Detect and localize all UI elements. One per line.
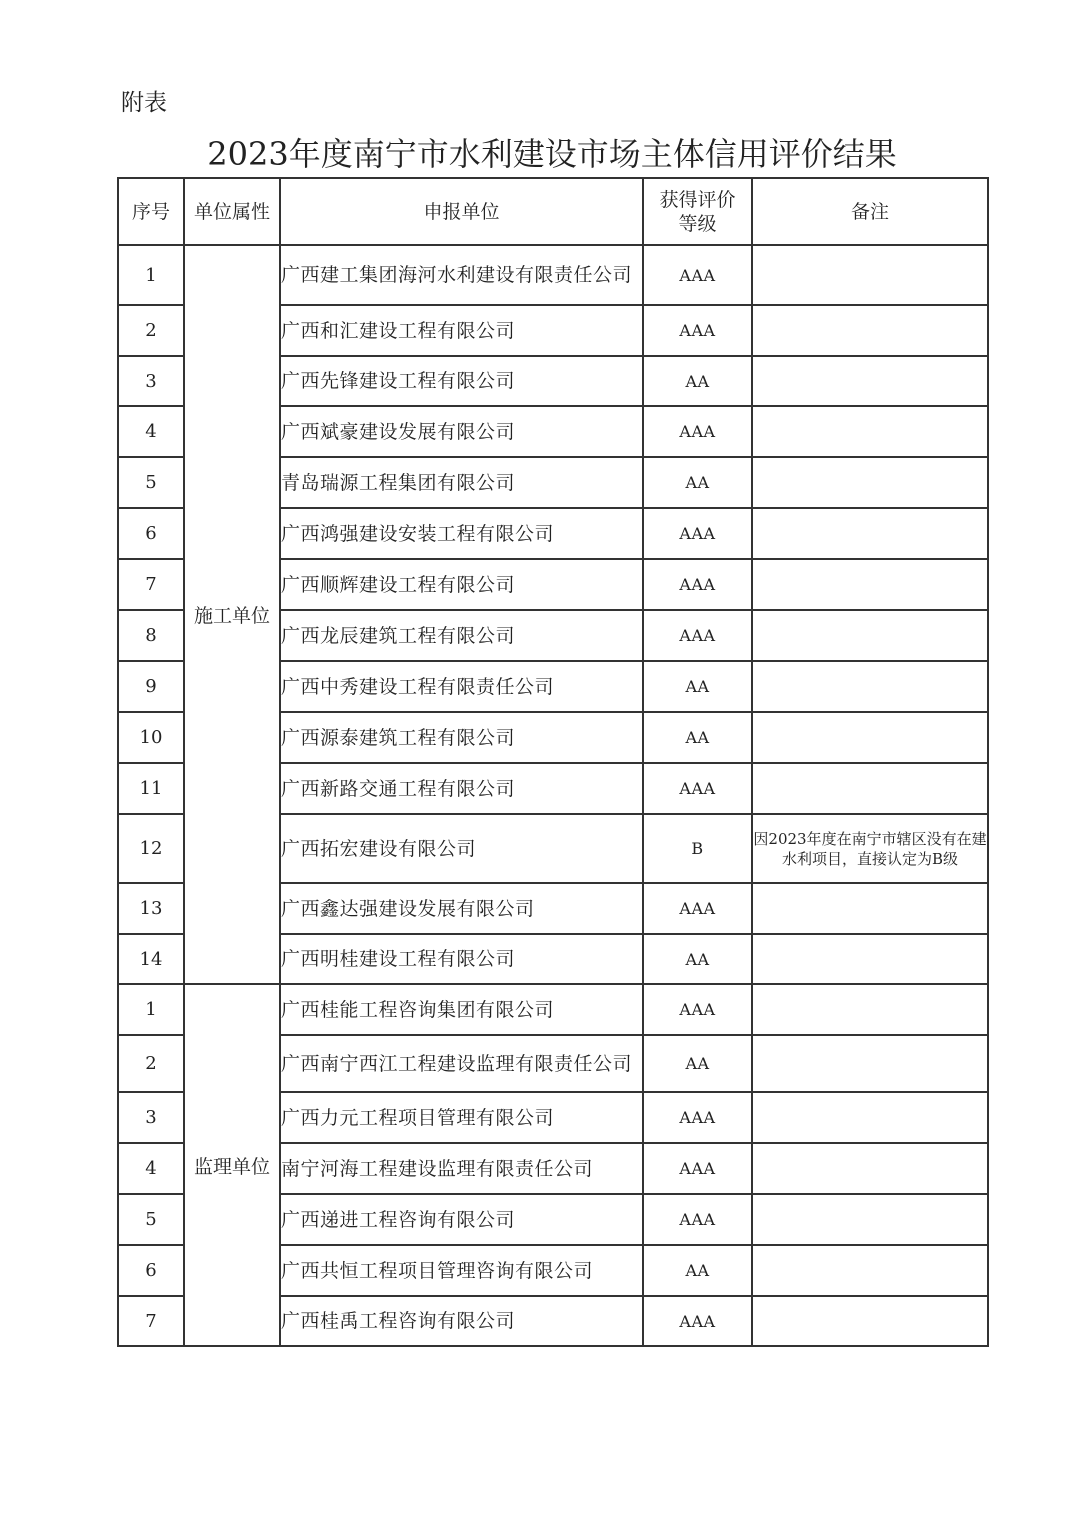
seq-cell: 6 [118, 1245, 184, 1296]
seq-cell: 7 [118, 559, 184, 610]
unit-cell: 广西桂禹工程咨询有限公司 [280, 1296, 643, 1346]
unit-cell: 广西新路交通工程有限公司 [280, 763, 643, 814]
note-cell [752, 305, 988, 356]
grade-cell: AA [643, 457, 752, 508]
table-row [118, 984, 988, 1035]
note-cell [752, 712, 988, 763]
unit-cell: 广西共恒工程项目管理咨询有限公司 [280, 1245, 643, 1296]
header-seq: 序号 [118, 178, 184, 245]
note-cell [752, 1143, 988, 1194]
unit-cell: 青岛瑞源工程集团有限公司 [280, 457, 643, 508]
grade-cell: B [643, 814, 752, 883]
grade-cell: AAA [643, 508, 752, 559]
header-grade-line2: 等级 [678, 212, 717, 235]
unit-cell: 广西鸿强建设安装工程有限公司 [280, 508, 643, 559]
grade-cell: AAA [643, 1194, 752, 1245]
note-cell [752, 763, 988, 814]
note-cell [752, 984, 988, 1035]
grade-cell: AAA [643, 883, 752, 934]
seq-cell: 4 [118, 406, 184, 457]
unit-cell: 广西顺辉建设工程有限公司 [280, 559, 643, 610]
unit-cell: 广西明桂建设工程有限公司 [280, 934, 643, 984]
seq-cell: 3 [118, 356, 184, 406]
note-cell [752, 661, 988, 712]
seq-cell: 3 [118, 1092, 184, 1143]
grade-cell: AAA [643, 305, 752, 356]
grade-cell: AA [643, 1245, 752, 1296]
unit-cell: 广西鑫达强建设发展有限公司 [280, 883, 643, 934]
header-note: 备注 [752, 178, 988, 245]
grade-cell: AAA [643, 559, 752, 610]
unit-cell: 广西源泰建筑工程有限公司 [280, 712, 643, 763]
seq-cell: 4 [118, 1143, 184, 1194]
unit-cell: 广西先锋建设工程有限公司 [280, 356, 643, 406]
grade-cell: AA [643, 356, 752, 406]
seq-cell: 12 [118, 814, 184, 883]
note-cell [752, 1092, 988, 1143]
grade-cell: AAA [643, 610, 752, 661]
grade-cell: AAA [643, 1143, 752, 1194]
note-cell [752, 245, 988, 305]
unit-cell: 南宁河海工程建设监理有限责任公司 [280, 1143, 643, 1194]
table-row [118, 245, 988, 305]
unit-cell: 广西力元工程项目管理有限公司 [280, 1092, 643, 1143]
grade-cell: AA [643, 712, 752, 763]
grade-cell: AA [643, 661, 752, 712]
credit-evaluation-table [117, 177, 989, 1347]
seq-cell: 6 [118, 508, 184, 559]
grade-cell: AAA [643, 245, 752, 305]
grade-cell: AAA [643, 1296, 752, 1346]
seq-cell: 1 [118, 245, 184, 305]
grade-cell: AAA [643, 984, 752, 1035]
unit-cell: 广西递进工程咨询有限公司 [280, 1194, 643, 1245]
seq-cell: 5 [118, 457, 184, 508]
note-cell: 因2023年度在南宁市辖区没有在建水利项目，直接认定为B级 [752, 814, 988, 883]
unit-cell: 广西拓宏建设有限公司 [280, 814, 643, 883]
note-cell [752, 1035, 988, 1092]
note-cell [752, 356, 988, 406]
grade-cell: AAA [643, 763, 752, 814]
note-cell [752, 883, 988, 934]
category-construction: 施工单位 [184, 245, 280, 984]
seq-cell: 14 [118, 934, 184, 984]
seq-cell: 11 [118, 763, 184, 814]
seq-cell: 8 [118, 610, 184, 661]
page-title: 2023年度南宁市水利建设市场主体信用评价结果 [207, 135, 897, 173]
unit-cell: 广西中秀建设工程有限责任公司 [280, 661, 643, 712]
grade-cell: AA [643, 934, 752, 984]
unit-cell: 广西斌豪建设发展有限公司 [280, 406, 643, 457]
unit-cell: 广西和汇建设工程有限公司 [280, 305, 643, 356]
note-cell [752, 559, 988, 610]
category-supervision: 监理单位 [184, 984, 280, 1346]
header-grade-line1: 获得评价 [659, 188, 736, 211]
table-header-row [118, 178, 988, 245]
seq-cell: 2 [118, 305, 184, 356]
grade-cell: AA [643, 1035, 752, 1092]
unit-cell: 广西建工集团海河水利建设有限责任公司 [280, 245, 643, 305]
header-grade [643, 178, 752, 245]
construction-group [118, 245, 988, 984]
supervision-group [118, 984, 988, 1346]
seq-cell: 5 [118, 1194, 184, 1245]
attachment-label: 附表 [121, 90, 167, 116]
header-category: 单位属性 [184, 178, 280, 245]
note-cell [752, 934, 988, 984]
grade-cell: AAA [643, 1092, 752, 1143]
unit-cell: 广西南宁西江工程建设监理有限责任公司 [280, 1035, 643, 1092]
note-cell [752, 457, 988, 508]
note-cell [752, 406, 988, 457]
note-cell [752, 508, 988, 559]
note-cell [752, 1194, 988, 1245]
seq-cell: 2 [118, 1035, 184, 1092]
unit-cell: 广西龙辰建筑工程有限公司 [280, 610, 643, 661]
header-unit: 申报单位 [280, 178, 643, 245]
seq-cell: 9 [118, 661, 184, 712]
seq-cell: 7 [118, 1296, 184, 1346]
seq-cell: 1 [118, 984, 184, 1035]
unit-cell: 广西桂能工程咨询集团有限公司 [280, 984, 643, 1035]
note-cell [752, 1245, 988, 1296]
note-cell [752, 1296, 988, 1346]
grade-cell: AAA [643, 406, 752, 457]
seq-cell: 13 [118, 883, 184, 934]
seq-cell: 10 [118, 712, 184, 763]
note-cell [752, 610, 988, 661]
